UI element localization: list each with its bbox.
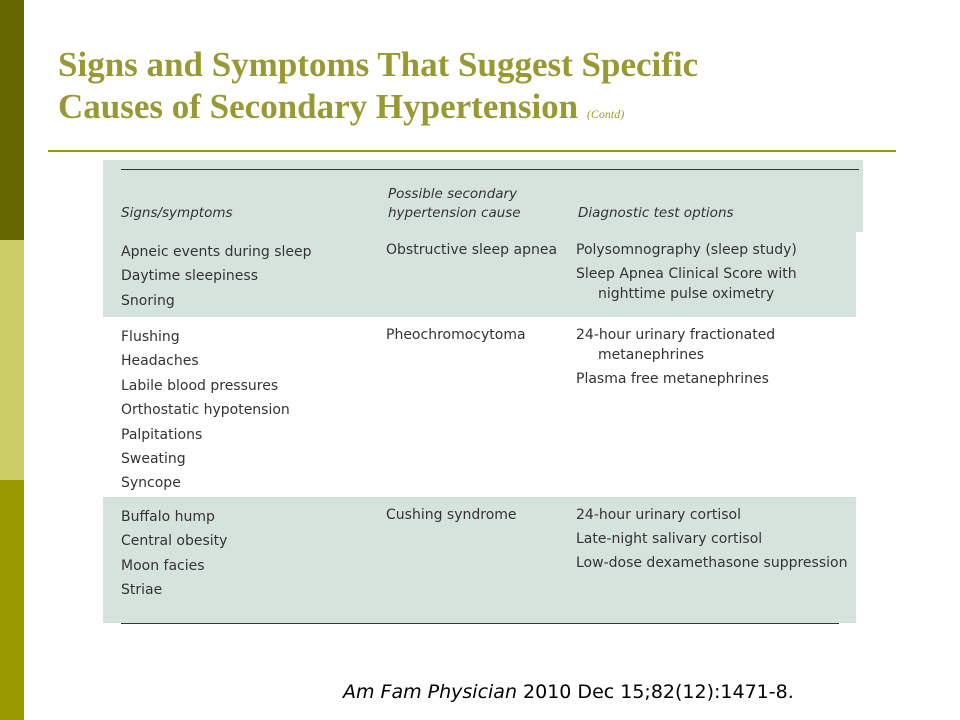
header-diagnostic-tests: Diagnostic test options	[578, 205, 734, 221]
tests-cell	[576, 325, 856, 393]
header-signs-symptoms: Signs/symptoms	[121, 205, 233, 221]
cause-cell	[386, 325, 566, 349]
sign-item: Snoring	[121, 292, 175, 309]
table-row	[103, 317, 856, 497]
test-item: Polysomnography (sleep study)	[576, 242, 797, 258]
sign-item: Labile blood pressures	[121, 377, 279, 394]
signs-cell	[121, 325, 376, 496]
citation-journal: Am Fam Physician	[343, 681, 517, 703]
symptoms-table	[103, 160, 863, 626]
accent-bar-bottom	[0, 480, 24, 720]
title-contd-note: (Contd)	[586, 107, 625, 121]
test-item: 24-hour urinary fractionated metanephrines	[576, 327, 776, 363]
table-top-rule	[121, 169, 859, 170]
tests-cell	[576, 240, 856, 308]
test-item: 24-hour urinary cortisol	[576, 507, 741, 523]
sign-item: Daytime sleepiness	[121, 268, 258, 285]
table-row	[103, 232, 856, 317]
accent-bar-middle	[0, 240, 24, 480]
citation-details: 2010 Dec 15;82(12):1471-8.	[517, 681, 794, 703]
tests-cell	[576, 505, 856, 577]
sign-item: Orthostatic hypotension	[121, 402, 290, 419]
cause-item: Obstructive sleep apnea	[386, 242, 558, 258]
sign-item: Sweating	[121, 451, 186, 468]
citation	[343, 681, 794, 703]
table-bottom-rule	[121, 623, 839, 624]
signs-cell	[121, 240, 376, 313]
test-item: Plasma free metanephrines	[576, 371, 769, 387]
cause-item: Cushing syndrome	[386, 507, 517, 523]
test-item: Sleep Apnea Clinical Score with nighttime pulse oximetry	[576, 266, 797, 302]
table-row	[103, 497, 856, 623]
sign-item: Syncope	[121, 475, 181, 492]
accent-bar-top	[0, 0, 24, 240]
cause-cell	[386, 240, 566, 264]
sign-item: Palpitations	[121, 426, 203, 443]
signs-cell	[121, 505, 376, 603]
slide-title	[58, 44, 918, 135]
sign-item: Buffalo hump	[121, 509, 215, 525]
title-line-2	[58, 86, 918, 135]
sign-item: Moon facies	[121, 557, 205, 574]
header-possible-cause: Possible secondary hypertension cause	[388, 186, 521, 221]
sign-item: Striae	[121, 582, 163, 599]
sign-item: Apneic events during sleep	[121, 244, 312, 260]
cause-cell	[386, 505, 566, 529]
test-item: Low-dose dexamethasone suppression	[576, 555, 848, 571]
title-underline	[48, 150, 896, 152]
sign-item: Central obesity	[121, 533, 228, 550]
title-line-2-text: Causes of Secondary Hypertension	[58, 87, 579, 126]
title-line-1: Signs and Symptoms That Suggest Specific	[58, 45, 699, 84]
test-item: Late-night salivary cortisol	[576, 531, 763, 547]
cause-item: Pheochromocytoma	[386, 327, 526, 343]
sign-item: Flushing	[121, 329, 180, 345]
sign-item: Headaches	[121, 353, 199, 370]
